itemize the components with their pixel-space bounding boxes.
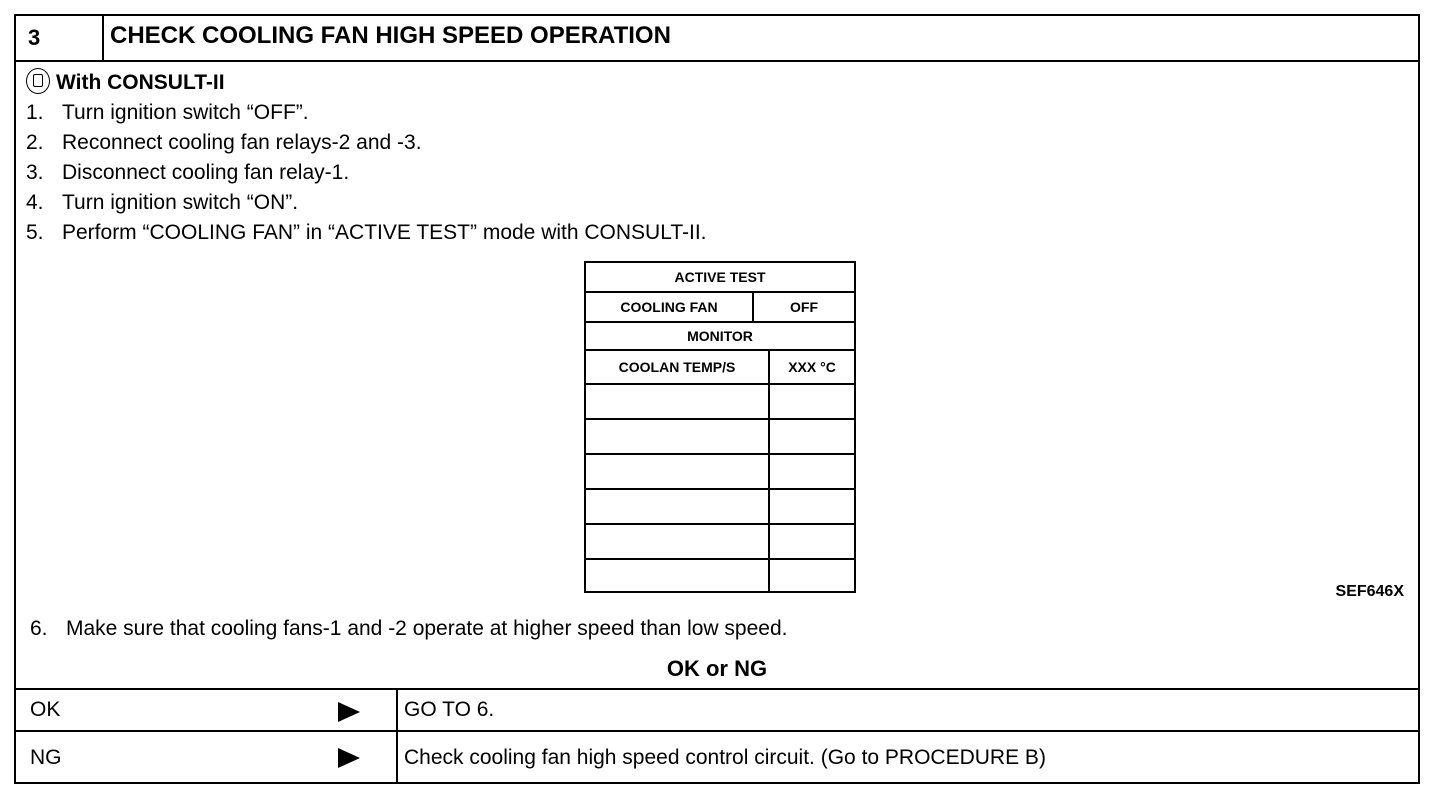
procedure-frame xyxy=(14,14,1420,784)
step-text: Make sure that cooling fans-1 and -2 operate at higher speed than low speed. xyxy=(66,617,788,640)
step-title: CHECK COOLING FAN HIGH SPEED OPERATION xyxy=(110,22,671,49)
step-item xyxy=(30,614,787,644)
step-num: 3. xyxy=(26,161,44,184)
active-test-title: ACTIVE TEST xyxy=(674,269,766,285)
monitor-item-row xyxy=(586,351,854,385)
active-test-screen xyxy=(584,261,856,593)
blank-cell xyxy=(586,455,770,488)
blank-row xyxy=(586,385,854,420)
step-num: 6. xyxy=(30,617,48,640)
blank-cell xyxy=(586,560,770,591)
blank-cell xyxy=(586,525,770,558)
result-heading: OK or NG xyxy=(666,656,768,681)
step-item xyxy=(26,188,707,218)
active-test-item-label: COOLING FAN xyxy=(586,293,754,321)
step-num: 1. xyxy=(26,101,44,124)
blank-row xyxy=(586,420,854,455)
consult-heading xyxy=(26,68,225,98)
step-header xyxy=(16,16,1418,62)
figure-code: SEF646X xyxy=(1335,583,1404,600)
blank-cell xyxy=(586,420,770,453)
step-num: 4. xyxy=(26,191,44,214)
blank-cell xyxy=(586,385,770,418)
blank-cell xyxy=(586,490,770,523)
monitor-row xyxy=(586,323,854,351)
blank-row xyxy=(586,560,854,591)
step-num: 5. xyxy=(26,221,44,244)
step-num: 2. xyxy=(26,131,44,154)
consult-tool-icon xyxy=(26,68,50,94)
active-test-item-row xyxy=(586,293,854,323)
step-text: Disconnect cooling fan relay-1. xyxy=(62,161,350,184)
blank-row xyxy=(586,525,854,560)
active-test-title-row xyxy=(586,263,854,293)
right-arrow-icon xyxy=(338,702,360,722)
step-text: Reconnect cooling fan relays-2 and -3. xyxy=(62,131,422,154)
result-row-ok xyxy=(16,688,1418,730)
step-list xyxy=(26,98,707,248)
monitor-item-value: XXX °C xyxy=(788,359,836,375)
step-item xyxy=(26,128,707,158)
active-test-item-value: OFF xyxy=(790,299,818,315)
step-item xyxy=(26,158,707,188)
monitor-item-label: COOLAN TEMP/S xyxy=(586,351,770,383)
consult-label: With CONSULT-II xyxy=(56,71,225,94)
result-label: OK xyxy=(30,698,61,721)
step-text: Turn ignition switch “OFF”. xyxy=(62,101,309,124)
result-label: NG xyxy=(30,746,62,769)
step-item xyxy=(26,98,707,128)
step-item xyxy=(26,218,707,248)
result-label-cell xyxy=(16,690,398,730)
result-action: Check cooling fan high speed control circuit. (Go to PROCEDURE B) xyxy=(404,746,1046,769)
step-text: Turn ignition switch “ON”. xyxy=(62,191,299,214)
blank-row xyxy=(586,490,854,525)
right-arrow-icon xyxy=(338,748,360,768)
blank-row xyxy=(586,455,854,490)
monitor-label: MONITOR xyxy=(687,328,753,344)
step-number: 3 xyxy=(16,16,104,60)
result-label-cell xyxy=(16,732,398,782)
result-action: GO TO 6. xyxy=(404,698,495,721)
step-text: Perform “COOLING FAN” in “ACTIVE TEST” mode with CONSULT-II. xyxy=(62,221,707,244)
result-row-ng xyxy=(16,730,1418,782)
